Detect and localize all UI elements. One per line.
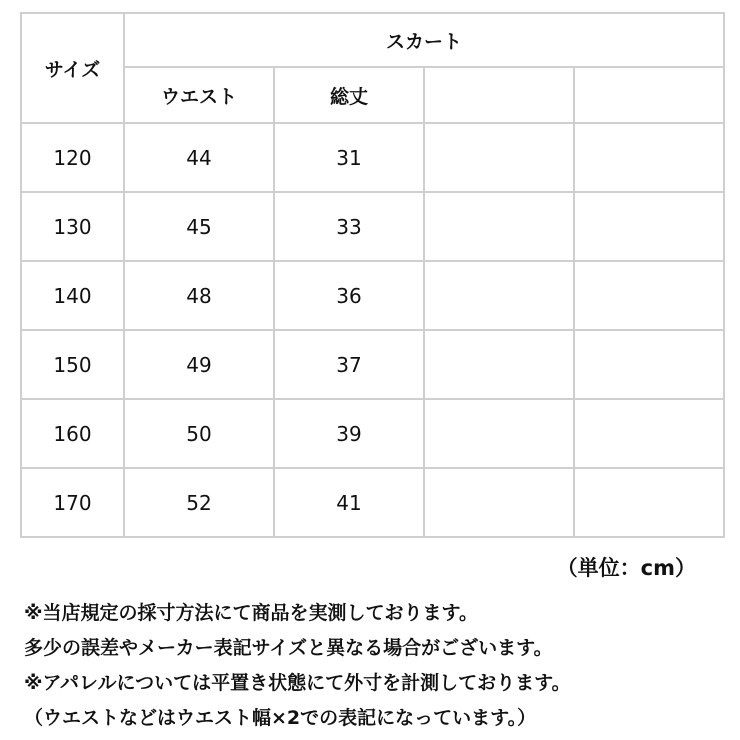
note-line: 多少の誤差やメーカー表記サイズと異なる場合がございます。: [24, 637, 553, 659]
waist-cell: 49: [124, 330, 274, 399]
size-cell: 120: [21, 123, 124, 192]
empty-header-2: [574, 67, 724, 123]
size-chart-table: [20, 12, 725, 538]
table-subheader-row: [21, 67, 724, 123]
empty-cell: [574, 261, 724, 330]
waist-cell: 44: [124, 123, 274, 192]
size-cell: 130: [21, 192, 124, 261]
length-cell: 39: [274, 399, 424, 468]
empty-cell: [424, 399, 574, 468]
notes-section: [24, 596, 724, 736]
length-header: 総丈: [274, 67, 424, 123]
waist-cell: 48: [124, 261, 274, 330]
length-cell: 36: [274, 261, 424, 330]
table-row: [21, 330, 724, 399]
empty-cell: [424, 261, 574, 330]
size-cell: 140: [21, 261, 124, 330]
table-row: [21, 123, 724, 192]
note-line: ※アパレルについては平置き状態にて外寸を計測しております。: [24, 672, 571, 694]
empty-cell: [424, 192, 574, 261]
waist-cell: 45: [124, 192, 274, 261]
table-row: [21, 468, 724, 537]
size-header: サイズ: [21, 13, 124, 123]
waist-cell: 52: [124, 468, 274, 537]
table-header-row: [21, 13, 724, 67]
empty-header-1: [424, 67, 574, 123]
size-cell: 150: [21, 330, 124, 399]
empty-cell: [574, 123, 724, 192]
length-cell: 31: [274, 123, 424, 192]
unit-label: （単位：cm）: [556, 556, 696, 580]
note-line: ※当店規定の採寸方法にて商品を実測しております。: [24, 602, 478, 624]
empty-cell: [424, 330, 574, 399]
table-row: [21, 399, 724, 468]
length-cell: 37: [274, 330, 424, 399]
empty-cell: [574, 468, 724, 537]
waist-cell: 50: [124, 399, 274, 468]
empty-cell: [424, 123, 574, 192]
empty-cell: [574, 192, 724, 261]
empty-cell: [574, 399, 724, 468]
empty-cell: [424, 468, 574, 537]
length-cell: 41: [274, 468, 424, 537]
empty-cell: [574, 330, 724, 399]
table-row: [21, 261, 724, 330]
waist-header: ウエスト: [124, 67, 274, 123]
skirt-header: スカート: [124, 13, 724, 67]
length-cell: 33: [274, 192, 424, 261]
size-cell: 170: [21, 468, 124, 537]
size-cell: 160: [21, 399, 124, 468]
note-line: （ウエストなどはウエスト幅×2での表記になっています。）: [24, 707, 537, 729]
table-row: [21, 192, 724, 261]
